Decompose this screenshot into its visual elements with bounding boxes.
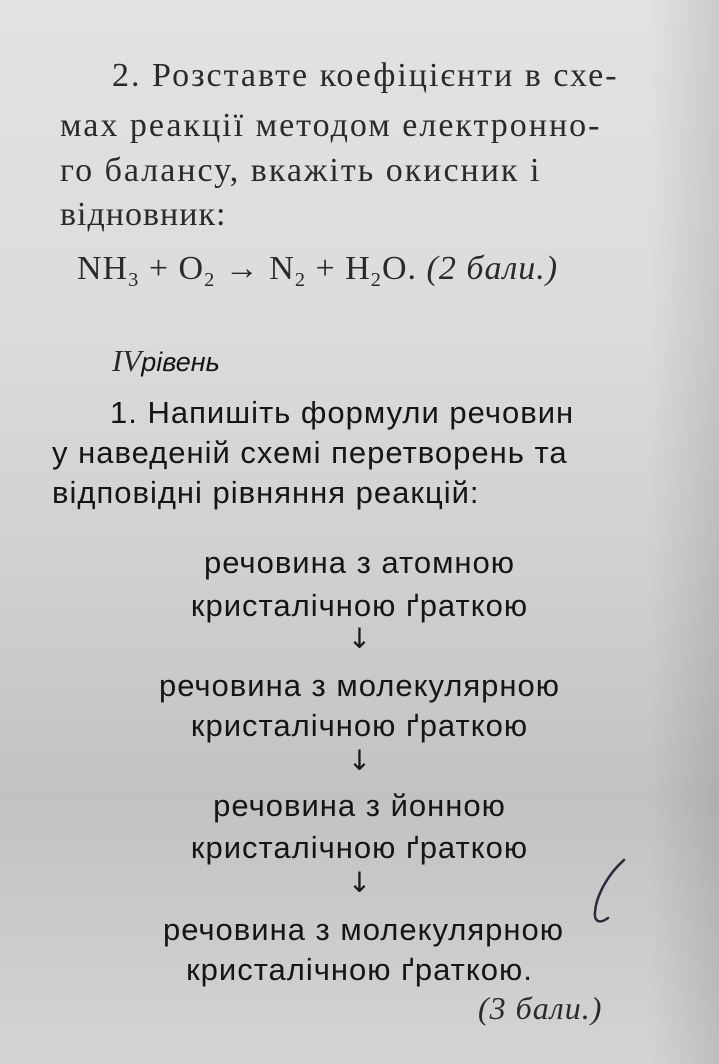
task2-line-2: мах реакції методом електронно- <box>60 107 602 144</box>
scheme-step-4-line-1: речовина з молекулярною <box>162 912 565 947</box>
formula-h2o: $H_2O$. <box>345 250 418 292</box>
page-edge-shadow <box>649 0 719 1064</box>
task2-line-4: відновник: <box>60 196 227 233</box>
scheme-step-2-line-1: речовина з молекулярною <box>158 668 561 703</box>
down-arrow-icon: ↓ <box>347 744 372 777</box>
scheme-step-2-line-2: кристалічною ґраткою <box>190 708 529 743</box>
task2-line-1: 2. Розставте коефіцієнти в схе- <box>112 57 619 94</box>
plus-sign: + <box>148 250 169 287</box>
plus-sign: + <box>315 250 336 287</box>
scheme-step-4-line-2: кристалічною ґраткою. <box>186 952 533 987</box>
scheme-step-1-line-2: кристалічною ґраткою <box>190 588 529 623</box>
reaction-arrow-icon: → <box>224 250 260 287</box>
scheme-step-1-line-1: речовина з атомною <box>203 545 515 580</box>
level-heading <box>112 343 220 379</box>
task1-points: (3 бали.) <box>478 990 603 1026</box>
down-arrow-icon: ↓ <box>347 866 372 899</box>
formula-nh3: $NH_3$ <box>77 250 140 292</box>
level-roman: IV <box>112 343 142 378</box>
scheme-step-3-line-2: кристалічною ґраткою <box>190 830 529 865</box>
task2-line-3: го балансу, вкажіть окисник і <box>60 152 542 189</box>
scheme-step-3-line-1: речовина з йонною <box>213 788 506 823</box>
formula-o2: $O_2$ <box>178 250 216 292</box>
task1-line-2: у наведеній схемі перетворень та <box>52 435 568 470</box>
reaction-equation <box>77 250 558 292</box>
task1-line-3: відповідні рівняння реакцій: <box>52 475 480 510</box>
formula-n2: $N_2$ <box>269 250 307 292</box>
down-arrow-icon: ↓ <box>347 622 372 655</box>
handwritten-mark-icon <box>586 856 636 936</box>
task2-points: (2 бали.) <box>426 250 559 287</box>
level-word: рівень <box>141 347 220 377</box>
task1-line-1: 1. Напишіть формули речовин <box>110 395 575 430</box>
